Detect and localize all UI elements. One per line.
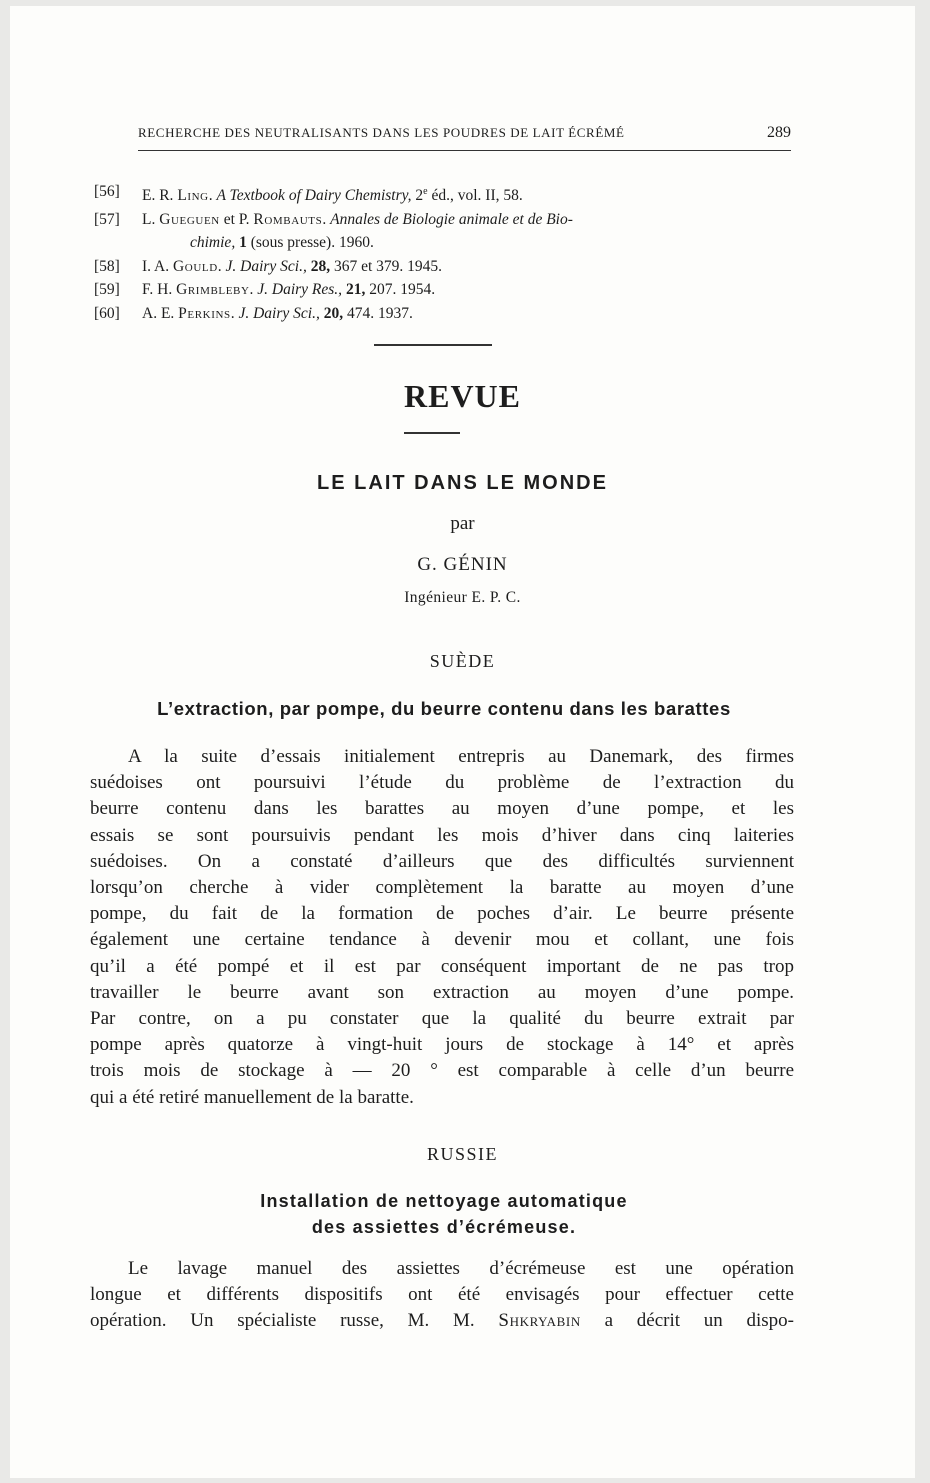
section-divider-small [404,432,460,434]
reference-text: L. Gueguen et P. Rombauts. Annales de Biologie animale et de Bio- [142,210,573,228]
reference-list [94,180,794,325]
paragraph-line: lorsqu’on cherche à vider complètement la baratte au moyen d’une [90,877,794,899]
paragraph-line: Par contre, on a pu constater que la qualité du beurre extrait par [90,1008,794,1030]
author-name: G. GÉNIN [417,554,508,575]
section-title-russia-line-2: des assiettes d’écrémeuse. [311,1217,577,1237]
reference-text: F. H. Grimbleby. J. Dairy Res., 21, 207. 1954. [142,281,436,299]
reference-item [94,302,794,326]
reference-number: [59] [94,281,120,299]
paragraph-line: trois mois de stockage à — 20 ° est comparable à celle d’un beurre [90,1060,794,1082]
paragraph-line [90,1308,794,1334]
page-number: 289 [767,124,791,141]
reference-text: I. A. Gould. J. Dairy Sci., 28, 367 et 379. 1945. [142,257,443,275]
section-title-sweden: L’extraction, par pompe, du beurre contenu dans les barattes [157,698,731,719]
country-heading-russia: RUSSIE [426,1144,498,1164]
revue-heading: REVUE [403,378,521,414]
reference-text: chimie, 1 (sous presse). 1960. [190,234,374,252]
country-heading-sweden: SUÈDE [429,651,496,671]
paragraph-line: essais se sont poursuivis pendant les mois d’hiver dans cinq laiteries [90,824,794,846]
running-head [138,124,791,151]
reference-text: A. E. Perkins. J. Dairy Sci., 20, 474. 1937. [142,304,413,322]
paragraph-line: pompe après quatorze à vingt-huit jours de stockage à 14° et après [90,1034,794,1056]
paragraph-line: Le lavage manuel des assiettes d’écrémeuse est une opération [128,1258,794,1279]
paragraph-line: beurre contenu dans les barattes au moyen d’une pompe, et les [90,798,794,820]
running-head-title: RECHERCHE DES NEUTRALISANTS DANS LES POUDRES DE LAIT ÉCRÉMÉ [138,125,625,140]
section-title-russia-line-1: Installation de nettoyage automatique [260,1191,628,1211]
reference-number: [57] [94,210,120,228]
paragraph-russia [90,1256,794,1335]
reference-number [94,231,142,255]
paragraph-line: suédoises. On a constaté d’ailleurs que des difficultés surviennent [90,850,794,872]
paragraph-line: longue et différents dispositifs ont été envisagés pour effectuer cette [90,1284,794,1306]
section-divider-top [374,344,492,346]
paragraph-line: qu’il a été pompé et il est par conséquent important de ne pas trop [90,955,794,977]
reference-number: [56] [94,183,120,200]
reference-item [94,208,794,232]
reference-item [94,255,794,279]
by-line: par [450,513,475,534]
paragraph-line: pompe, du fait de la formation de poches d’air. Le beurre présente [90,903,794,925]
paragraph-sweden [90,744,794,1111]
paragraph-line-text: a décrit un dispo- [604,1310,795,1332]
reference-number: [60] [94,304,120,322]
paragraph-line: travailler le beurre avant son extraction au moyen d’une pompe. [90,981,794,1003]
reference-item [94,231,794,255]
reference-item [94,278,794,302]
reference-item [94,180,794,208]
person-name: Shkryabin [498,1310,581,1332]
paragraph-line: A la suite d’essais initialement entrepris au Danemark, des firmes [128,746,794,767]
paragraph-line: qui a été retiré manuellement de la baratte. [90,1086,414,1108]
paragraph-line: suédoises ont poursuivi l’étude du problème de l’extraction du [90,772,794,794]
paragraph-line: également une certaine tendance à devenir mou et collant, une fois [90,929,794,951]
article-title: LE LAIT DANS LE MONDE [317,472,608,494]
reference-number: [58] [94,257,120,275]
reference-text: E. R. Ling. A Textbook of Dairy Chemistry, 2e éd., vol. II, 58. [142,186,523,205]
author-affiliation: Ingénieur E. P. C. [404,589,521,606]
page-sheet [10,6,915,1478]
paragraph-line-text: opération. Un spécialiste russe, M. M. [90,1310,499,1332]
